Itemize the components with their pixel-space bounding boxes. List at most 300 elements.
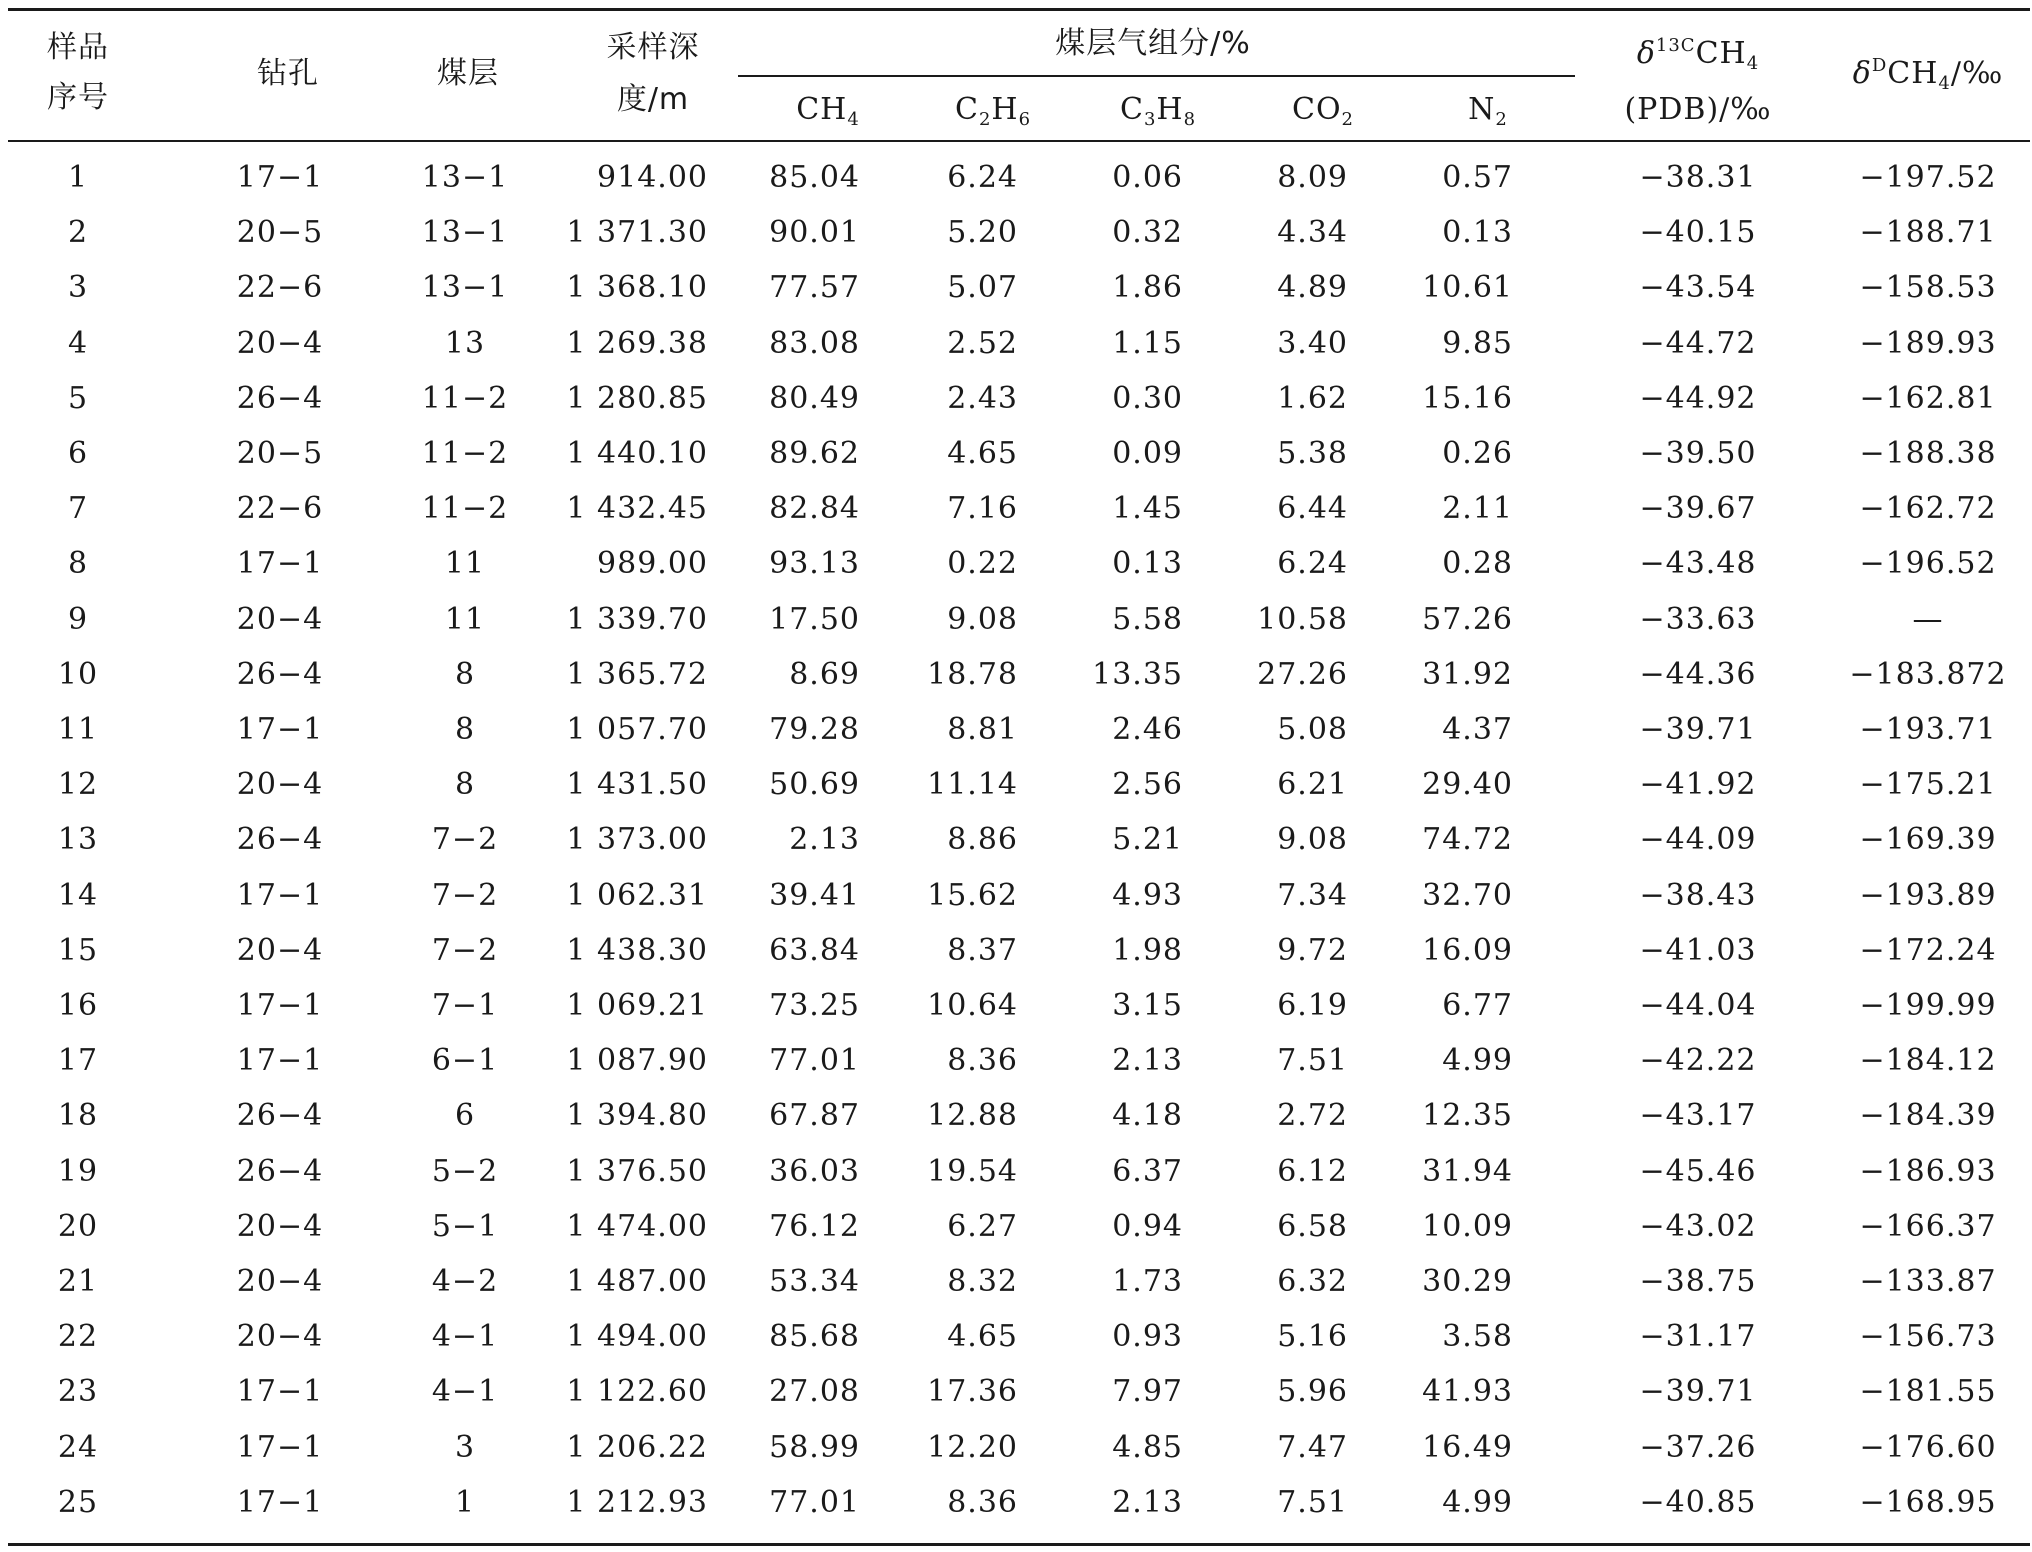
header-borehole: 钻孔 — [257, 56, 319, 91]
top-rule — [8, 8, 2030, 11]
cell-ch4: 73.25 — [769, 988, 860, 1023]
cell-depth: 1 431.50 — [566, 767, 708, 803]
cell-co2: 5.16 — [1277, 1319, 1348, 1355]
cell-depth: 1 212.93 — [566, 1484, 708, 1520]
cell-borehole: 17−1 — [236, 877, 324, 913]
cell-c3h8: 13.35 — [1092, 656, 1183, 692]
cell-d13c: −41.03 — [1639, 932, 1757, 968]
table-row — [8, 878, 2030, 933]
cell-borehole: 20−4 — [236, 767, 324, 803]
cell-coal-seam: 11−2 — [421, 380, 509, 416]
cell-coal-seam: 6 — [454, 1098, 476, 1134]
cell-c2h6: 8.37 — [947, 932, 1018, 968]
cell-c2h6: 4.65 — [947, 436, 1018, 471]
cell-c3h8: 0.09 — [1112, 436, 1183, 471]
cell-d13c: −39.71 — [1639, 1374, 1757, 1410]
cell-dd: −188.38 — [1859, 436, 1997, 471]
cell-ch4: 77.01 — [769, 1484, 860, 1520]
cell-n2: 2.11 — [1442, 491, 1513, 527]
cell-depth: 1 432.45 — [566, 491, 708, 527]
cell-depth: 1 373.00 — [566, 822, 708, 858]
cell-n2: 10.09 — [1422, 1208, 1513, 1244]
table-row — [8, 822, 2030, 877]
cell-coal-seam: 8 — [454, 656, 476, 692]
header-d13c-unit: (PDB)/‰ — [1624, 92, 1772, 127]
cell-sample-no: 16 — [57, 988, 99, 1023]
cell-c2h6: 7.16 — [947, 491, 1018, 527]
cell-n2: 16.09 — [1422, 932, 1513, 968]
cell-ch4: 53.34 — [769, 1264, 860, 1299]
cell-sample-no: 14 — [57, 877, 99, 913]
cell-d13c: −33.63 — [1639, 601, 1757, 637]
cell-ch4: 85.04 — [769, 160, 860, 195]
cell-dd: −172.24 — [1859, 932, 1997, 968]
cell-d13c: −40.85 — [1639, 1484, 1757, 1520]
cell-depth: 1 069.21 — [566, 988, 708, 1023]
cell-co2: 5.38 — [1277, 436, 1348, 471]
cell-c2h6: 6.27 — [947, 1208, 1018, 1244]
cell-sample-no: 4 — [67, 325, 89, 361]
header-d13c-ch4: $\delta^{13C}CH_4$ — [1636, 35, 1760, 74]
cell-coal-seam: 8 — [454, 767, 476, 803]
cell-dd: −193.89 — [1859, 877, 1997, 913]
cell-co2: 4.89 — [1277, 270, 1348, 306]
cell-sample-no: 8 — [67, 546, 89, 582]
cell-dd: −199.99 — [1859, 988, 1997, 1023]
cell-c3h8: 0.94 — [1112, 1208, 1183, 1244]
cell-dd: −186.93 — [1859, 1153, 1997, 1189]
cell-ch4: 17.50 — [769, 601, 860, 637]
cell-sample-no: 12 — [57, 767, 99, 803]
bottom-rule — [8, 1543, 2030, 1546]
cell-d13c: −43.54 — [1639, 270, 1757, 306]
cell-n2: 74.72 — [1422, 822, 1513, 858]
cell-coal-seam: 8 — [454, 712, 476, 747]
cell-ch4: 50.69 — [769, 767, 860, 803]
cell-dd: — — [1912, 601, 1944, 637]
header-ch4: $CH_4$ — [796, 92, 860, 130]
cell-coal-seam: 7−2 — [431, 877, 499, 913]
cell-c2h6: 8.81 — [947, 712, 1018, 747]
cell-c3h8: 2.46 — [1112, 712, 1183, 747]
cell-c2h6: 2.43 — [947, 380, 1018, 416]
cell-coal-seam: 4−2 — [431, 1264, 499, 1299]
cell-coal-seam: 11 — [444, 601, 486, 637]
cell-borehole: 20−4 — [236, 1319, 324, 1355]
cell-d13c: −44.36 — [1639, 656, 1757, 692]
cell-n2: 41.93 — [1422, 1374, 1513, 1410]
cell-borehole: 17−1 — [236, 1429, 324, 1465]
cell-coal-seam: 4−1 — [431, 1319, 499, 1355]
cell-borehole: 20−4 — [236, 1264, 324, 1299]
cell-sample-no: 23 — [57, 1374, 99, 1410]
header-co2: $CO_2$ — [1291, 92, 1354, 130]
cell-co2: 9.72 — [1277, 932, 1348, 968]
cell-c2h6: 11.14 — [927, 767, 1018, 803]
cell-borehole: 17−1 — [236, 546, 324, 582]
cell-co2: 6.58 — [1277, 1208, 1348, 1244]
cell-borehole: 17−1 — [236, 712, 324, 747]
cell-c3h8: 0.32 — [1112, 215, 1183, 251]
cell-depth: 1 365.72 — [566, 656, 708, 692]
cell-ch4: 2.13 — [789, 822, 860, 858]
cell-d13c: −44.04 — [1639, 988, 1757, 1023]
cell-d13c: −44.09 — [1639, 822, 1757, 858]
header-c2h6: $C_2H_6$ — [954, 92, 1032, 130]
cell-n2: 0.13 — [1442, 215, 1513, 251]
cell-n2: 9.85 — [1442, 325, 1513, 361]
cell-c2h6: 6.24 — [947, 160, 1018, 195]
cell-d13c: −43.17 — [1639, 1098, 1757, 1134]
cell-borehole: 17−1 — [236, 1043, 324, 1079]
table-row — [8, 270, 2030, 325]
cell-co2: 6.44 — [1277, 491, 1348, 527]
cell-d13c: −41.92 — [1639, 767, 1757, 803]
cell-co2: 2.72 — [1277, 1098, 1348, 1134]
cell-borehole: 26−4 — [236, 1153, 324, 1189]
cell-sample-no: 3 — [67, 270, 89, 306]
header-gas-group: 煤层气组分/% — [1055, 26, 1251, 61]
cell-depth: 1 057.70 — [566, 712, 708, 747]
cell-co2: 6.19 — [1277, 988, 1348, 1023]
header-depth-line1: 采样深 — [606, 30, 700, 65]
table-row — [8, 712, 2030, 767]
table-row — [8, 767, 2030, 822]
cell-coal-seam: 13−1 — [421, 215, 509, 251]
cell-dd: −197.52 — [1859, 160, 1997, 195]
header-rule — [8, 140, 2030, 142]
cell-coal-seam: 7−2 — [431, 932, 499, 968]
cell-sample-no: 17 — [57, 1043, 99, 1079]
cell-coal-seam: 5−2 — [431, 1153, 499, 1189]
cell-c3h8: 0.13 — [1112, 546, 1183, 582]
cell-c3h8: 1.73 — [1112, 1264, 1183, 1299]
cell-sample-no: 20 — [57, 1208, 99, 1244]
cell-c3h8: 4.18 — [1112, 1098, 1183, 1134]
cell-c2h6: 0.22 — [947, 546, 1018, 582]
cell-depth: 1 122.60 — [566, 1374, 708, 1410]
cell-dd: −175.21 — [1859, 767, 1997, 803]
cell-depth: 1 487.00 — [566, 1264, 708, 1299]
cell-d13c: −39.50 — [1639, 436, 1757, 471]
table-row — [8, 436, 2030, 491]
cell-dd: −133.87 — [1859, 1264, 1997, 1299]
cell-ch4: 93.13 — [769, 546, 860, 582]
table-row — [8, 326, 2030, 381]
cell-co2: 7.34 — [1277, 877, 1348, 913]
cell-sample-no: 11 — [57, 712, 99, 747]
cell-n2: 16.49 — [1422, 1429, 1513, 1465]
cell-c2h6: 8.36 — [947, 1043, 1018, 1079]
cell-d13c: −42.22 — [1639, 1043, 1757, 1079]
cell-borehole: 22−6 — [236, 270, 324, 306]
cell-c2h6: 12.20 — [927, 1429, 1018, 1465]
cell-d13c: −38.75 — [1639, 1264, 1757, 1299]
cell-n2: 3.58 — [1442, 1319, 1513, 1355]
cell-n2: 6.77 — [1442, 988, 1513, 1023]
cell-depth: 1 339.70 — [566, 601, 708, 637]
table-row — [8, 381, 2030, 436]
cell-n2: 12.35 — [1422, 1098, 1513, 1134]
cell-n2: 4.99 — [1442, 1484, 1513, 1520]
cell-borehole: 20−5 — [236, 215, 324, 251]
cell-depth: 1 371.30 — [566, 215, 708, 251]
cell-ch4: 76.12 — [769, 1208, 860, 1244]
cell-n2: 29.40 — [1422, 767, 1513, 803]
cell-sample-no: 18 — [57, 1098, 99, 1134]
cell-coal-seam: 5−1 — [431, 1208, 499, 1244]
cell-depth: 914.00 — [597, 160, 708, 195]
cell-sample-no: 19 — [57, 1153, 99, 1189]
cell-co2: 4.34 — [1277, 215, 1348, 251]
cell-borehole: 26−4 — [236, 822, 324, 858]
cell-c2h6: 5.20 — [947, 215, 1018, 251]
cell-n2: 10.61 — [1422, 270, 1513, 306]
cell-depth: 1 269.38 — [566, 325, 708, 361]
cell-sample-no: 21 — [57, 1264, 99, 1299]
cell-ch4: 90.01 — [769, 215, 860, 251]
cell-coal-seam: 6−1 — [431, 1043, 499, 1079]
cell-c2h6: 8.36 — [947, 1484, 1018, 1520]
table-row — [8, 1319, 2030, 1374]
cell-coal-seam: 11 — [444, 546, 486, 582]
cell-d13c: −38.43 — [1639, 877, 1757, 913]
cell-c2h6: 17.36 — [927, 1374, 1018, 1410]
header-coal-seam: 煤层 — [437, 56, 499, 91]
cell-dd: −166.37 — [1859, 1208, 1997, 1244]
cell-coal-seam: 11−2 — [421, 436, 509, 471]
cell-ch4: 8.69 — [789, 656, 860, 692]
cell-sample-no: 13 — [57, 822, 99, 858]
cell-coal-seam: 1 — [454, 1484, 476, 1520]
cell-c3h8: 0.93 — [1112, 1319, 1183, 1355]
cell-coal-seam: 13−1 — [421, 160, 509, 195]
cell-n2: 15.16 — [1422, 380, 1513, 416]
cell-d13c: −38.31 — [1639, 160, 1757, 195]
cell-n2: 32.70 — [1422, 877, 1513, 913]
cell-dd: −183.872 — [1849, 656, 2007, 692]
cell-d13c: −43.48 — [1639, 546, 1757, 582]
cell-c3h8: 5.58 — [1112, 601, 1183, 637]
cell-ch4: 67.87 — [769, 1098, 860, 1134]
cell-co2: 5.08 — [1277, 712, 1348, 747]
cell-n2: 0.57 — [1442, 160, 1513, 195]
cell-c2h6: 5.07 — [947, 270, 1018, 306]
table-row — [8, 657, 2030, 712]
cell-depth: 1 474.00 — [566, 1208, 708, 1244]
cell-sample-no: 25 — [57, 1484, 99, 1520]
cell-dd: −158.53 — [1859, 270, 1997, 306]
cell-sample-no: 22 — [57, 1319, 99, 1355]
cell-c2h6: 2.52 — [947, 325, 1018, 361]
cell-n2: 30.29 — [1422, 1264, 1513, 1299]
cell-d13c: −40.15 — [1639, 215, 1757, 251]
cell-ch4: 89.62 — [769, 436, 860, 471]
cell-depth: 1 062.31 — [566, 877, 708, 913]
cell-dd: −196.52 — [1859, 546, 1997, 582]
cell-dd: −162.81 — [1859, 380, 1997, 416]
cell-borehole: 26−4 — [236, 380, 324, 416]
cell-n2: 31.92 — [1422, 656, 1513, 692]
cell-borehole: 20−5 — [236, 436, 324, 471]
cell-ch4: 63.84 — [769, 932, 860, 968]
header-c3h8: $C_3H_8$ — [1119, 92, 1197, 130]
cell-sample-no: 24 — [57, 1429, 99, 1465]
cell-ch4: 39.41 — [769, 877, 860, 913]
cell-d13c: −39.71 — [1639, 712, 1757, 747]
cell-depth: 1 394.80 — [566, 1098, 708, 1134]
cell-coal-seam: 3 — [454, 1429, 476, 1465]
cell-borehole: 26−4 — [236, 656, 324, 692]
table-row — [8, 1485, 2030, 1540]
cell-co2: 1.62 — [1277, 380, 1348, 416]
cell-coal-seam: 13−1 — [421, 270, 509, 306]
cell-c2h6: 12.88 — [927, 1098, 1018, 1134]
cell-d13c: −37.26 — [1639, 1429, 1757, 1465]
cell-c3h8: 1.45 — [1112, 491, 1183, 527]
cell-co2: 27.26 — [1257, 656, 1348, 692]
cell-c2h6: 4.65 — [947, 1319, 1018, 1355]
cell-borehole: 20−4 — [236, 932, 324, 968]
table-row — [8, 602, 2030, 657]
cell-dd: −176.60 — [1859, 1429, 1997, 1465]
cell-depth: 1 368.10 — [566, 270, 708, 306]
cell-c2h6: 8.86 — [947, 822, 1018, 858]
table-row — [8, 1264, 2030, 1319]
cell-coal-seam: 4−1 — [431, 1374, 499, 1410]
cell-borehole: 17−1 — [236, 1374, 324, 1410]
cell-co2: 6.21 — [1277, 767, 1348, 803]
cell-co2: 3.40 — [1277, 325, 1348, 361]
cell-co2: 7.51 — [1277, 1043, 1348, 1079]
table-row — [8, 933, 2030, 988]
cell-d13c: −44.92 — [1639, 380, 1757, 416]
header-sample-no-line1: 样品 — [47, 30, 109, 65]
cell-coal-seam: 11−2 — [421, 491, 509, 527]
cell-co2: 6.32 — [1277, 1264, 1348, 1299]
cell-co2: 9.08 — [1277, 822, 1348, 858]
cell-dd: −193.71 — [1859, 712, 1997, 747]
cell-c3h8: 4.93 — [1112, 877, 1183, 913]
cell-dd: −184.12 — [1859, 1043, 1997, 1079]
table-row — [8, 491, 2030, 546]
cell-depth: 1 440.10 — [566, 436, 708, 471]
gas-group-rule — [738, 75, 1575, 77]
cell-c3h8: 1.86 — [1112, 270, 1183, 306]
cell-ch4: 27.08 — [769, 1374, 860, 1410]
cell-co2: 6.24 — [1277, 546, 1348, 582]
cell-sample-no: 15 — [57, 932, 99, 968]
cell-c3h8: 1.98 — [1112, 932, 1183, 968]
cell-borehole: 17−1 — [236, 988, 324, 1023]
header-sample-no-line2: 序号 — [47, 80, 109, 115]
cell-dd: −188.71 — [1859, 215, 1997, 251]
cell-c3h8: 2.13 — [1112, 1043, 1183, 1079]
table-row — [8, 1374, 2030, 1429]
cell-c2h6: 18.78 — [927, 656, 1018, 692]
cell-borehole: 26−4 — [236, 1098, 324, 1134]
cell-c3h8: 7.97 — [1112, 1374, 1183, 1410]
header-n2: $N_2$ — [1468, 92, 1508, 130]
cell-co2: 7.47 — [1277, 1429, 1348, 1465]
cell-c3h8: 5.21 — [1112, 822, 1183, 858]
header-depth-line2: 度/m — [616, 82, 690, 117]
cell-borehole: 22−6 — [236, 491, 324, 527]
cell-sample-no: 2 — [67, 215, 89, 251]
cell-borehole: 17−1 — [236, 1484, 324, 1520]
cell-ch4: 83.08 — [769, 325, 860, 361]
cell-n2: 0.28 — [1442, 546, 1513, 582]
cell-co2: 8.09 — [1277, 160, 1348, 195]
cell-n2: 4.99 — [1442, 1043, 1513, 1079]
cell-borehole: 20−4 — [236, 601, 324, 637]
cell-dd: −169.39 — [1859, 822, 1997, 858]
cell-c3h8: 2.13 — [1112, 1484, 1183, 1520]
cell-c3h8: 0.30 — [1112, 380, 1183, 416]
table-row — [8, 1430, 2030, 1485]
cell-c2h6: 9.08 — [947, 601, 1018, 637]
cell-d13c: −45.46 — [1639, 1153, 1757, 1189]
table-row — [8, 1043, 2030, 1098]
cell-ch4: 79.28 — [769, 712, 860, 747]
cell-depth: 1 280.85 — [566, 380, 708, 416]
cell-d13c: −39.67 — [1639, 491, 1757, 527]
cell-sample-no: 7 — [67, 491, 89, 527]
cell-coal-seam: 13 — [444, 325, 486, 361]
cell-depth: 1 206.22 — [566, 1429, 708, 1465]
cell-c3h8: 4.85 — [1112, 1429, 1183, 1465]
header-dd-ch4: $\delta^DCH_4/‰$ — [1852, 55, 2004, 94]
table-row — [8, 546, 2030, 601]
cell-depth: 1 494.00 — [566, 1319, 708, 1355]
cell-c3h8: 3.15 — [1112, 988, 1183, 1023]
cell-c3h8: 0.06 — [1112, 160, 1183, 195]
cell-ch4: 58.99 — [769, 1429, 860, 1465]
table-row — [8, 1154, 2030, 1209]
table-row — [8, 988, 2030, 1043]
cell-ch4: 77.01 — [769, 1043, 860, 1079]
cell-ch4: 82.84 — [769, 491, 860, 527]
cell-c2h6: 19.54 — [927, 1153, 1018, 1189]
cell-borehole: 20−4 — [236, 1208, 324, 1244]
cell-dd: −162.72 — [1859, 491, 1997, 527]
cell-coal-seam: 7−2 — [431, 822, 499, 858]
cell-co2: 10.58 — [1257, 601, 1348, 637]
cell-sample-no: 10 — [57, 656, 99, 692]
table-row — [8, 215, 2030, 270]
cell-co2: 6.12 — [1277, 1153, 1348, 1189]
cell-co2: 5.96 — [1277, 1374, 1348, 1410]
cell-c2h6: 15.62 — [927, 877, 1018, 913]
cell-sample-no: 9 — [67, 601, 89, 637]
cell-sample-no: 1 — [67, 160, 89, 195]
cell-ch4: 85.68 — [769, 1319, 860, 1355]
cell-ch4: 36.03 — [769, 1153, 860, 1189]
cell-d13c: −43.02 — [1639, 1208, 1757, 1244]
cell-dd: −181.55 — [1859, 1374, 1997, 1410]
cell-c3h8: 2.56 — [1112, 767, 1183, 803]
cell-c3h8: 1.15 — [1112, 325, 1183, 361]
cell-n2: 57.26 — [1422, 601, 1513, 637]
table-row — [8, 1209, 2030, 1264]
cell-sample-no: 6 — [67, 436, 89, 471]
cell-d13c: −31.17 — [1639, 1319, 1757, 1355]
cell-ch4: 80.49 — [769, 380, 860, 416]
cell-sample-no: 5 — [67, 380, 89, 416]
cell-n2: 0.26 — [1442, 436, 1513, 471]
cell-coal-seam: 7−1 — [431, 988, 499, 1023]
cell-ch4: 77.57 — [769, 270, 860, 306]
